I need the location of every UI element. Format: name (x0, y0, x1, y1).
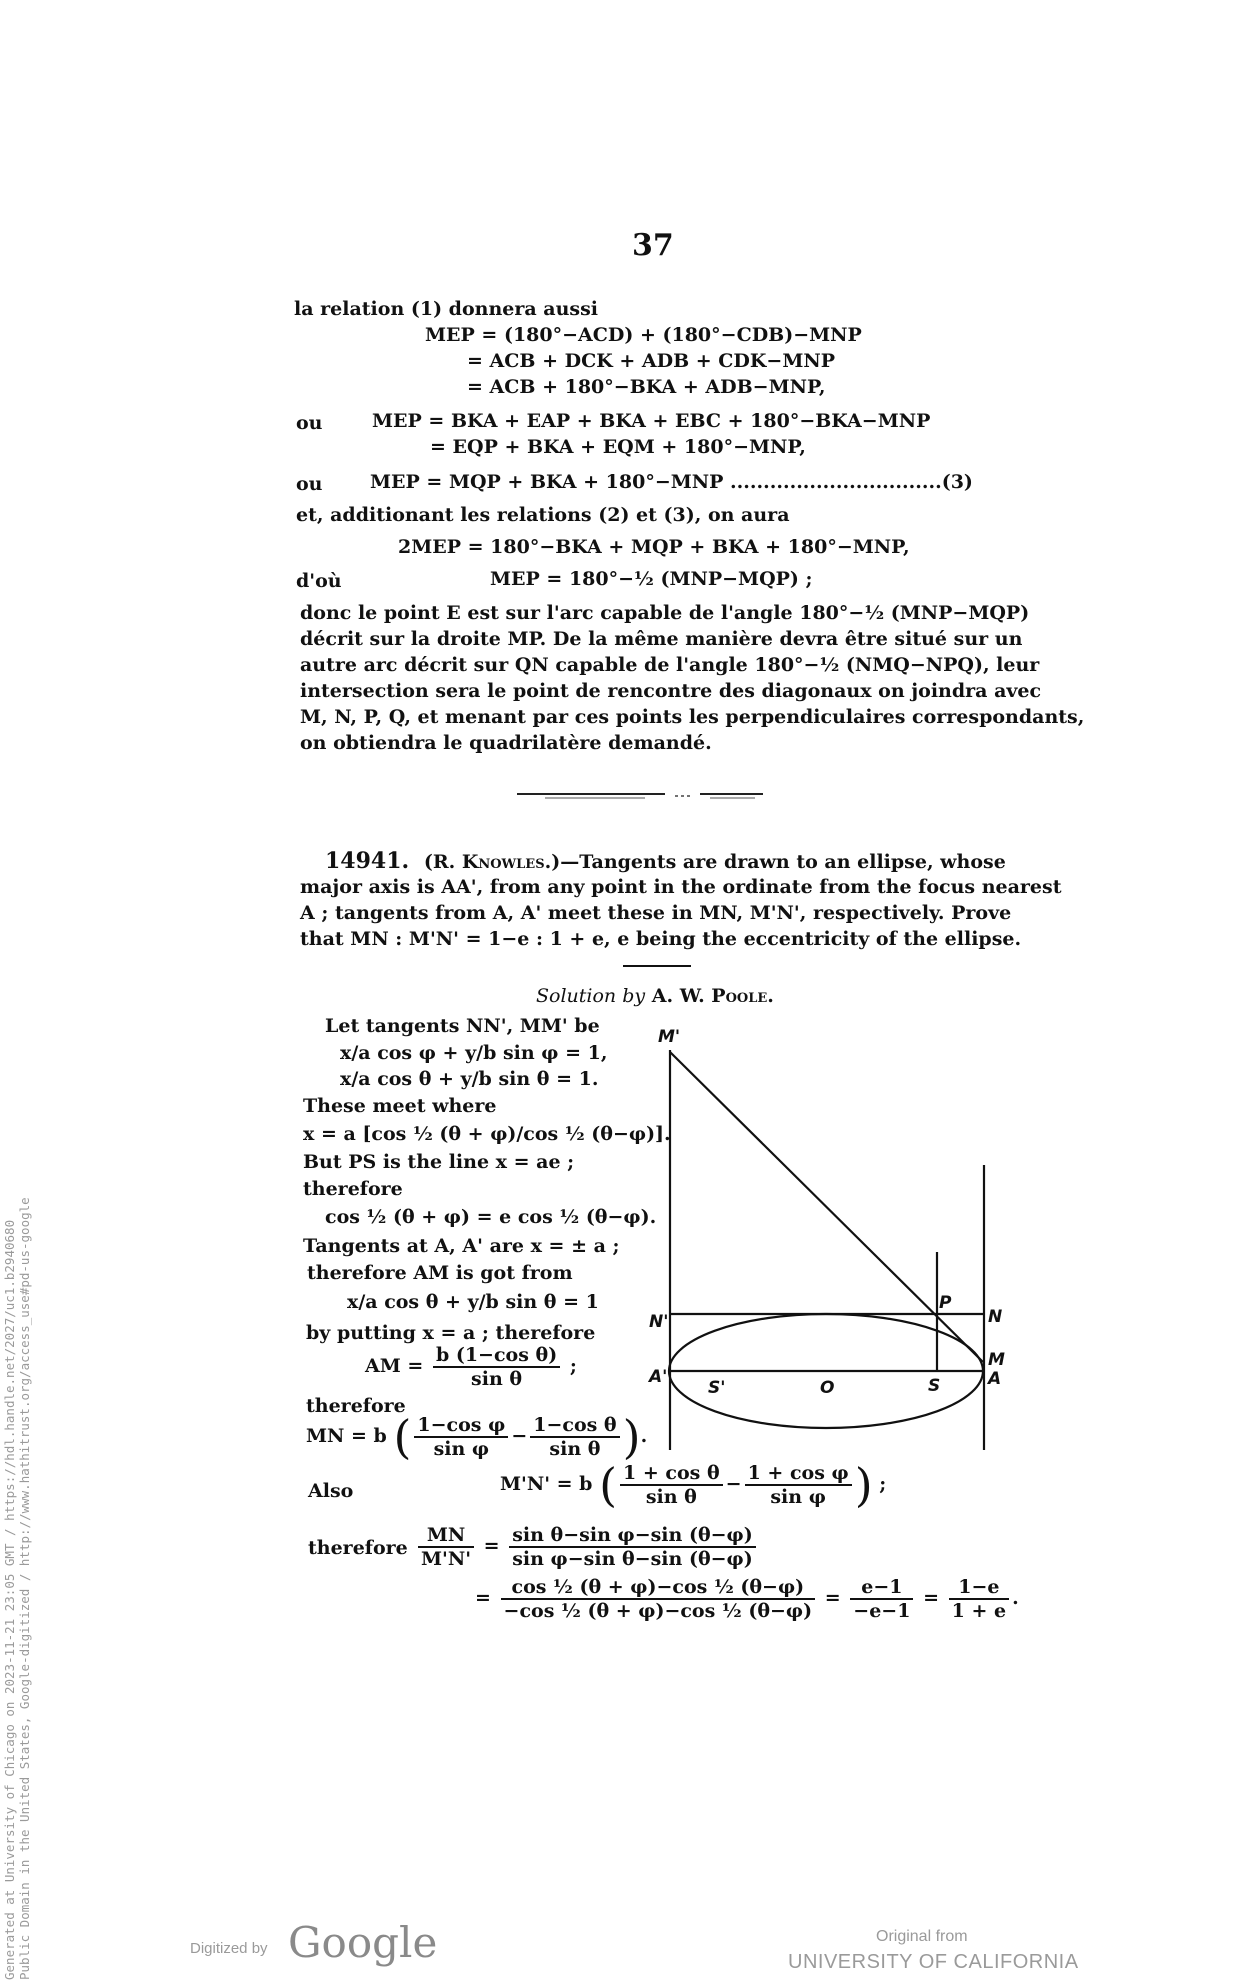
digitized-by-text: Digitized by (190, 1940, 268, 1957)
open-paren: ( (393, 1410, 412, 1464)
mpnp-equation (500, 1458, 887, 1512)
label-s-prime: S' (708, 1378, 726, 1398)
denominator: 1 + e (951, 1600, 1007, 1622)
text-line: major axis is AA', from any point in the ordinate from the focus nearest (300, 876, 1062, 898)
numerator: 1−cos θ (530, 1414, 619, 1438)
semicolon: ; (569, 1355, 577, 1377)
fraction (620, 1462, 723, 1508)
label-m-prime: M' (658, 1027, 681, 1047)
mn-equation (306, 1410, 648, 1464)
equation: MEP = (180°−ACD) + (180°−CDB)−MNP (425, 324, 862, 346)
university-text: UNIVERSITY OF CALIFORNIA (788, 1951, 1079, 1973)
section-separator (515, 788, 765, 802)
period: . (640, 1425, 648, 1447)
numerator: sin θ−sin φ−sin (θ−φ) (509, 1524, 756, 1548)
ellipse-figure (640, 1020, 1020, 1460)
mpnp-lhs: M'N' = b (500, 1473, 593, 1495)
ratio-continuation (475, 1576, 1019, 1622)
close-paren: ) (622, 1410, 641, 1464)
semicolon: ; (879, 1473, 887, 1495)
text-line: by putting x = a ; therefore (306, 1322, 596, 1344)
text-line: Tangents at A, A' are x = ± a ; (303, 1235, 620, 1257)
text-line: intersection sera le point de rencontre des diagonaux on joindra avec (300, 680, 1042, 702)
sidebar-note (2, 1197, 32, 1980)
fraction (745, 1462, 852, 1508)
solution-heading (536, 983, 774, 1009)
label-s: S (928, 1376, 941, 1396)
label-n-prime: N' (649, 1312, 669, 1332)
minus-sign: − (511, 1425, 528, 1447)
word-ou: ou (296, 412, 323, 434)
text-line: A ; tangents from A, A' meet these in MN, M'N', respectively. Prove (300, 902, 1012, 924)
french-paragraph (300, 600, 1085, 756)
text-line: These meet where (303, 1095, 497, 1117)
word-therefore: therefore (308, 1537, 408, 1559)
word-ou: ou (296, 473, 323, 495)
ratio-equation (415, 1524, 759, 1570)
numerator: 1−e (949, 1576, 1009, 1600)
denominator: sin θ (645, 1486, 697, 1508)
google-logo: Google (288, 1918, 438, 1967)
solution-label: Solution by (536, 985, 646, 1007)
sidebar-line: Generated at University of Chicago on 2023-11-21 23:05 GMT / https://hdl.handle.net/2027/uc1.b2940680 (2, 1219, 17, 1980)
fraction (414, 1414, 508, 1460)
fraction (949, 1576, 1009, 1622)
equation: = ACB + DCK + ADB + CDK−MNP (467, 350, 836, 372)
open-paren: ( (599, 1458, 618, 1512)
short-rule (623, 965, 691, 967)
word-dou: d'où (296, 570, 342, 592)
equals-sign: = (824, 1587, 841, 1609)
text-line: décrit sur la droite MP. De la même manière devra être situé sur un (300, 628, 1023, 650)
am-lhs: AM = (365, 1355, 424, 1377)
solution-author: A. W. Poole. (651, 985, 774, 1007)
label-m: M (988, 1350, 1005, 1370)
numerator: e−1 (850, 1576, 913, 1600)
numerator: b (1−cos θ) (433, 1344, 560, 1368)
numerator: 1 + cos θ (620, 1462, 723, 1486)
equation: x = a [cos ½ (θ + φ)/cos ½ (θ−φ)]. (303, 1123, 671, 1145)
fraction (433, 1344, 560, 1390)
numerator: 1 + cos φ (745, 1462, 852, 1486)
denominator: sin φ (770, 1486, 826, 1508)
denominator: sin θ (549, 1438, 601, 1460)
original-from-text: Original from (876, 1928, 968, 1945)
fraction (850, 1576, 913, 1622)
equals-sign: = (483, 1535, 500, 1557)
equation: = ACB + 180°−BKA + ADB−MNP, (467, 376, 826, 398)
label-p: P (939, 1293, 952, 1313)
denominator: sin θ (471, 1368, 523, 1390)
text-line: M, N, P, Q, et menant par ces points les perpendiculaires correspondants, (300, 706, 1085, 728)
text-line: —Tangents are drawn to an ellipse, whose (560, 851, 1006, 873)
equation: MEP = 180°−½ (MNP−MQP) ; (490, 568, 813, 590)
text-line: therefore (303, 1178, 403, 1200)
minus-sign: − (725, 1473, 742, 1495)
fraction (509, 1524, 756, 1570)
text-line: autre arc décrit sur QN capable de l'angle 180°−½ (NMQ−NPQ), leur (300, 654, 1040, 676)
fraction (418, 1524, 474, 1570)
page-number: 37 (632, 228, 674, 263)
denominator: sin φ (433, 1438, 490, 1460)
equation: cos ½ (θ + φ) = e cos ½ (θ−φ). (325, 1206, 657, 1228)
intro-text: la relation (1) donnera aussi (294, 298, 599, 320)
text-line: But PS is the line x = ae ; (303, 1151, 575, 1173)
sidebar-line: Public Domain in the United States, Google-digitized / http://www.hathitrust.org/access_use#pd-us-google (17, 1197, 32, 1980)
equation: x/a cos θ + y/b sin θ = 1. (340, 1068, 599, 1090)
equals-sign: = (923, 1587, 939, 1609)
label-a-prime: A' (649, 1367, 668, 1387)
equation: = EQP + BKA + EQM + 180°−MNP, (430, 436, 806, 458)
problem-author: (R. Knowles.) (423, 851, 561, 873)
text-line: on obtiendra le quadrilatère demandé. (300, 732, 712, 754)
equation: MEP = BKA + EAP + BKA + EBC + 180°−BKA−MNP (372, 410, 931, 432)
fraction (501, 1576, 816, 1622)
problem-statement-first-line (325, 848, 1006, 875)
denominator: −e−1 (853, 1600, 911, 1622)
am-equation (365, 1344, 577, 1390)
equation: 2MEP = 180°−BKA + MQP + BKA + 180°−MNP, (398, 536, 910, 558)
text-line: therefore AM is got from (307, 1262, 573, 1284)
denominator: sin φ−sin θ−sin (θ−φ) (512, 1548, 753, 1570)
text-line: et, additionant les relations (2) et (3), on aura (296, 504, 790, 526)
problem-number: 14941. (325, 848, 410, 874)
equation: x/a cos φ + y/b sin φ = 1, (340, 1042, 608, 1064)
text-line: that MN : M'N' = 1−e : 1 + e, e being the eccentricity of the ellipse. (300, 928, 1022, 950)
label-o: O (820, 1378, 835, 1398)
close-paren: ) (854, 1458, 873, 1512)
equation: MEP = MQP + BKA + 180°−MNP ................................(3) (370, 471, 973, 493)
numerator: MN (418, 1524, 474, 1548)
text-line: donc le point E est sur l'arc capable de l'angle 180°−½ (MNP−MQP) (300, 602, 1030, 624)
label-n: N (988, 1307, 1003, 1327)
numerator: 1−cos φ (414, 1414, 508, 1438)
mn-lhs: MN = b (306, 1425, 387, 1447)
label-a: A (988, 1369, 1002, 1389)
period: . (1012, 1587, 1019, 1609)
numerator: cos ½ (θ + φ)−cos ½ (θ−φ) (501, 1576, 816, 1600)
denominator: −cos ½ (θ + φ)−cos ½ (θ−φ) (503, 1600, 813, 1622)
equation: x/a cos θ + y/b sin θ = 1 (347, 1291, 599, 1313)
fraction (530, 1414, 619, 1460)
equals-sign: = (475, 1587, 491, 1609)
text-line: therefore (306, 1395, 406, 1417)
text-line: Let tangents NN', MM' be (325, 1015, 600, 1037)
word-also: Also (308, 1480, 354, 1502)
denominator: M'N' (421, 1548, 472, 1570)
